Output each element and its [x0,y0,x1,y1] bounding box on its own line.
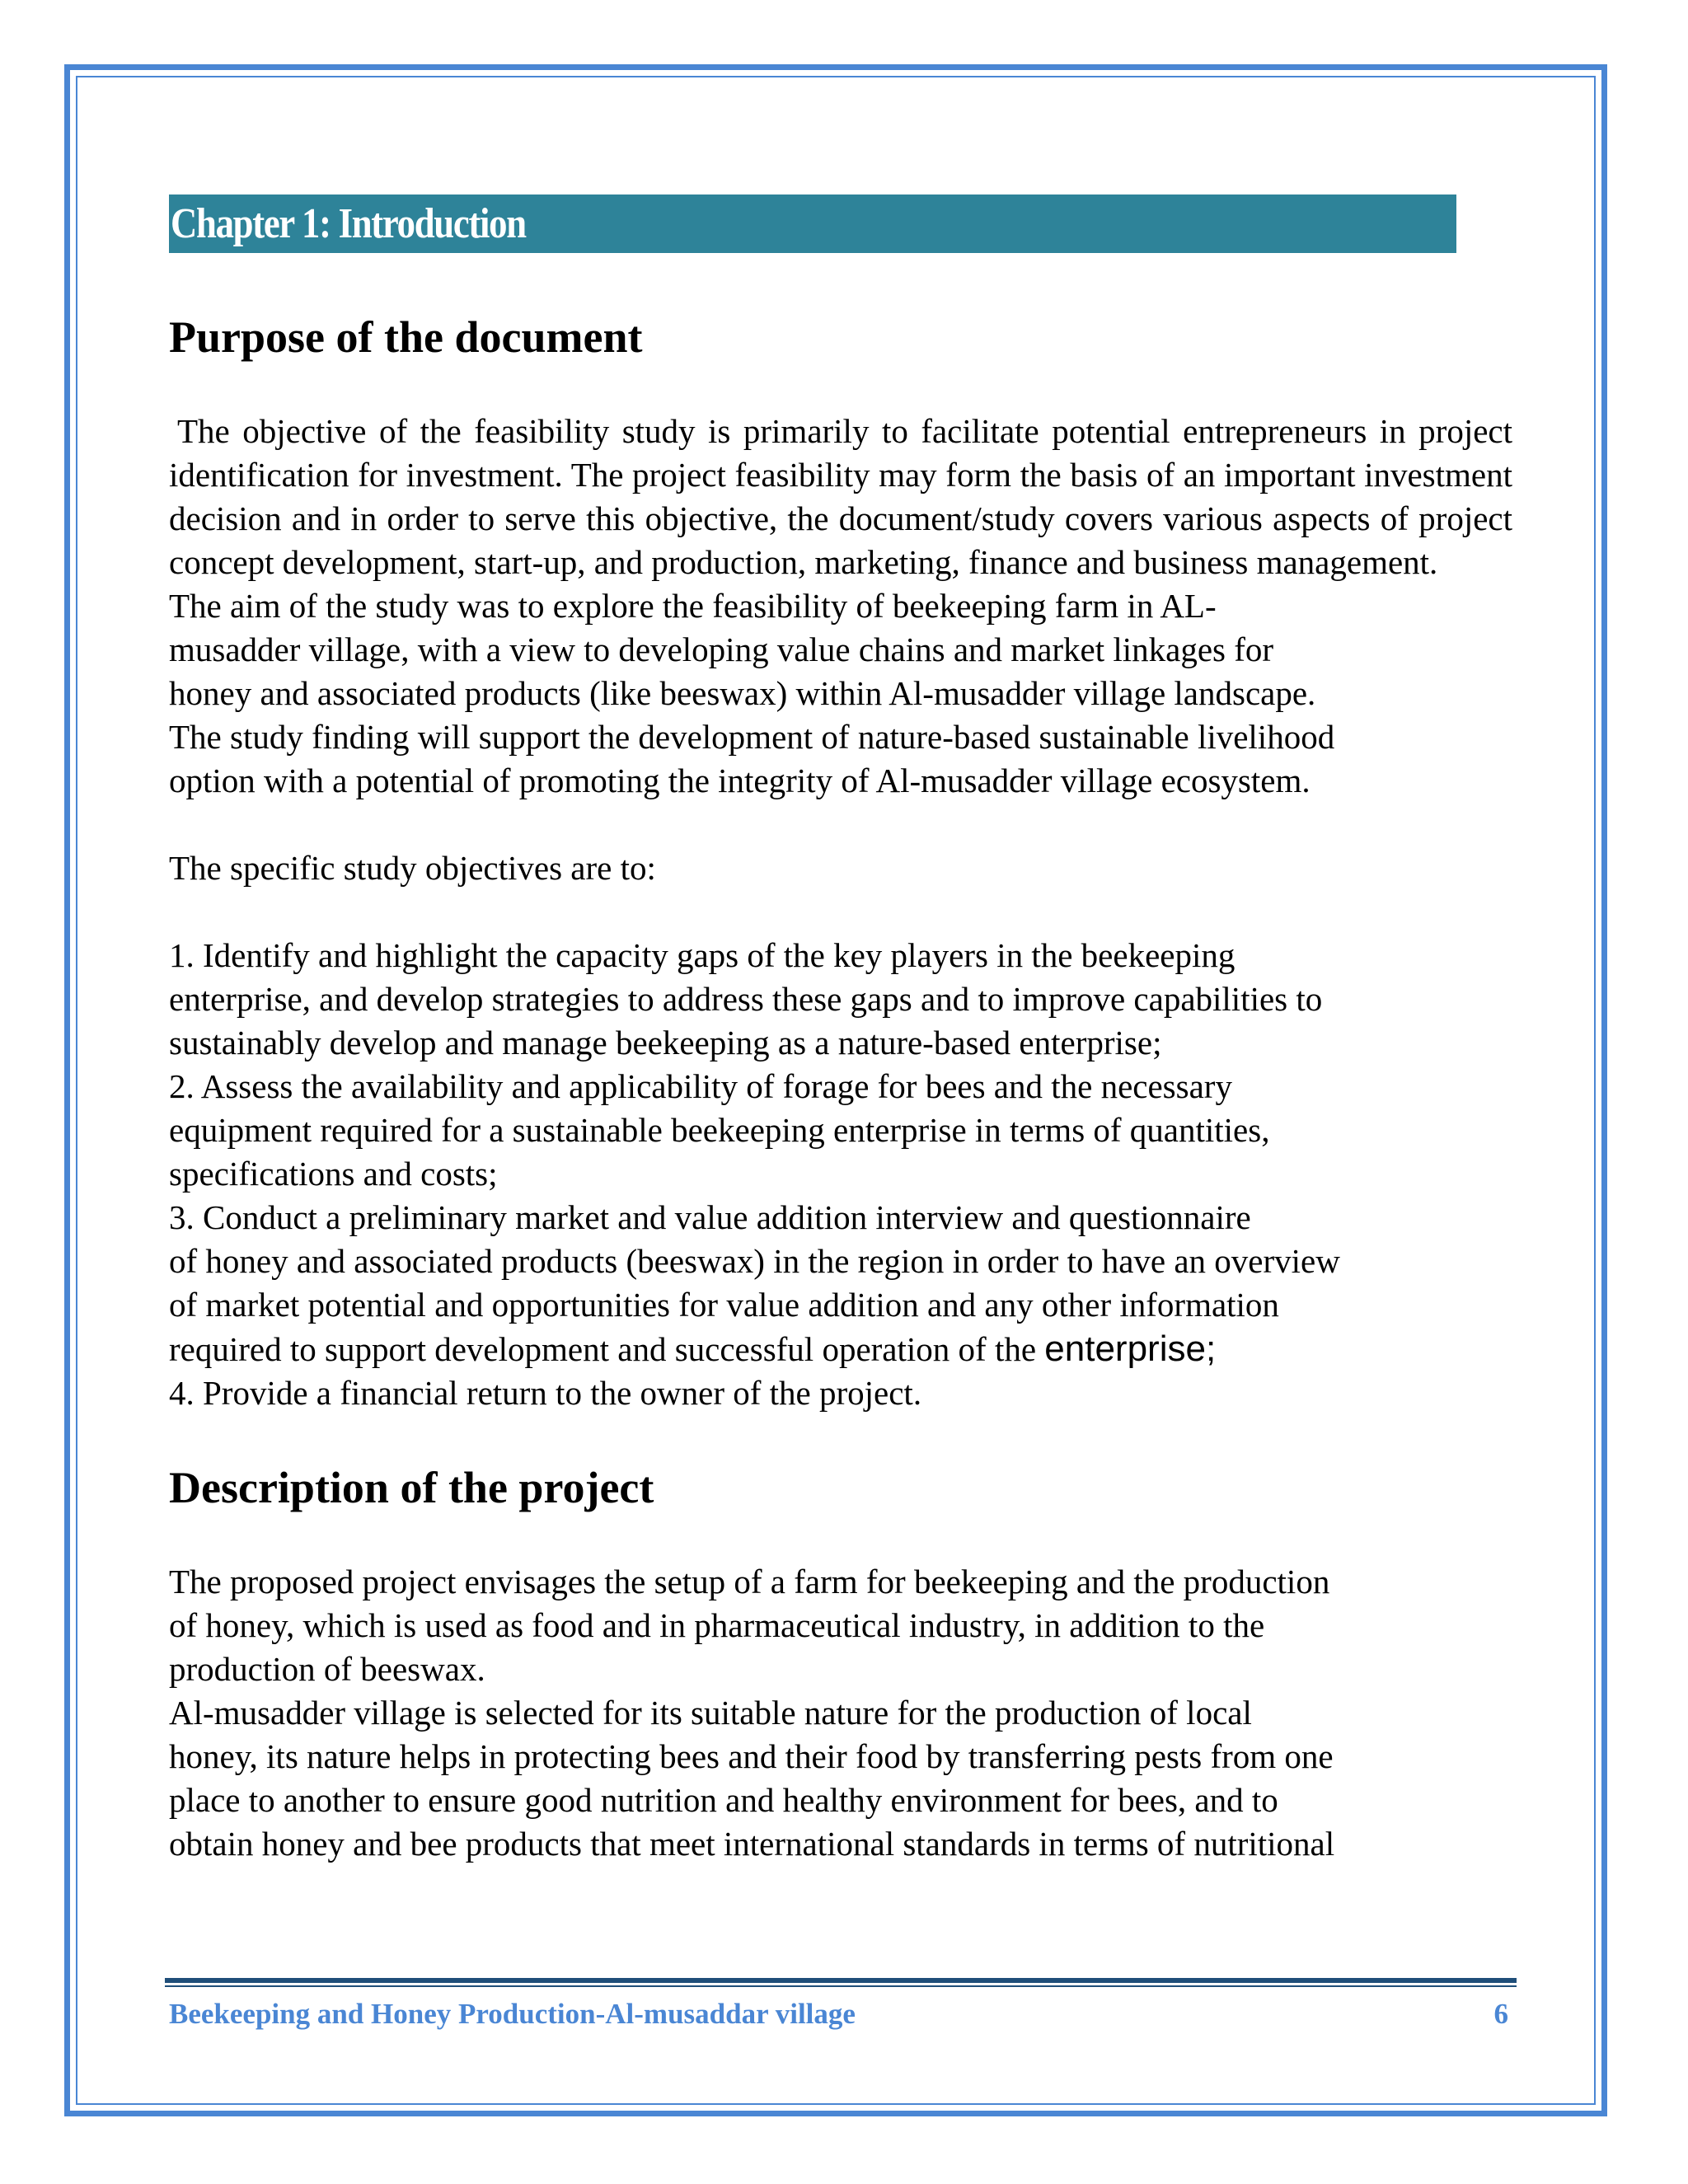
aim-paragraph [169,584,1512,803]
text-line: The proposed project envisages the setup of a farm for beekeeping and the production [169,1563,1330,1601]
footer-title: Beekeeping and Honey Production-Al-musaddar village [169,1998,856,2030]
description-paragraph [169,1560,1512,1866]
objectives-list [169,934,1512,1415]
text-line: 4. Provide a financial return to the owner of the project. [169,1374,922,1412]
text-line: 3. Conduct a preliminary market and value addition interview and questionnaire [169,1198,1251,1236]
text-span-large: enterprise; [1044,1329,1217,1369]
text-line [169,1327,1512,1371]
page-content [169,194,1512,1866]
text-line: Al-musadder village is selected for its suitable nature for the production of local [169,1694,1252,1732]
text-line: honey, its nature helps in protecting bees and their food by transferring pests from one [169,1737,1334,1775]
text-line: of market potential and opportunities for value addition and any other information [169,1286,1279,1324]
text-line: place to another to ensure good nutrition and healthy environment for bees, and to [169,1781,1278,1819]
footer-rule-thin [165,1985,1517,1987]
text-line: specifications and costs; [169,1155,498,1193]
section-heading-description: Description of the project [169,1463,654,1512]
text-line: production of beeswax. [169,1650,485,1688]
text-line: musadder village, with a view to developing value chains and market linkages for [169,630,1274,668]
text-line: option with a potential of promoting the integrity of Al-musadder village ecosystem. [169,762,1311,799]
spacer [169,890,1512,934]
text-line: of honey, which is used as food and in pharmaceutical industry, in addition to the [169,1606,1265,1644]
text-line: enterprise, and develop strategies to address these gaps and to improve capabilities to [169,980,1323,1018]
text-line: 2. Assess the availability and applicability of forage for bees and the necessary [169,1067,1232,1105]
text-line: The aim of the study was to explore the feasibility of beekeeping farm in AL- [169,587,1217,625]
text-line: obtain honey and bee products that meet international standards in terms of nutritional [169,1825,1335,1863]
text-line: of honey and associated products (beeswax) in the region in order to have an overview [169,1242,1340,1280]
objectives-intro: The specific study objectives are to: [169,849,656,887]
text-line: sustainably develop and manage beekeeping as a nature-based enterprise; [169,1024,1162,1062]
text-line: equipment required for a sustainable beekeeping enterprise in terms of quantities, [169,1111,1270,1149]
text-line: honey and associated products (like beeswax) within Al-musadder village landscape. [169,674,1316,712]
chapter-title: Chapter 1: Introduction [171,200,526,247]
text-line: 1. Identify and highlight the capacity gaps of the key players in the beekeeping [169,936,1236,974]
text-line: The study finding will support the development of nature-based sustainable livelihood [169,718,1335,756]
section-heading-purpose: Purpose of the document [169,312,643,362]
purpose-paragraph: The objective of the feasibility study is primarily to facilitate potential entrepreneurs in project identification for investment. The project feasibility may form the basis of an important investment decision and in order to serve this objective, the document/study covers various aspects of project concept development, start-up, and production, marketing, finance and business management. [169,412,1512,581]
footer-rule [165,1978,1517,1983]
text-span: required to support development and successful operation of the [169,1330,1045,1368]
page-number: 6 [1493,1998,1508,2030]
spacer [169,803,1512,846]
chapter-banner [169,194,1456,253]
